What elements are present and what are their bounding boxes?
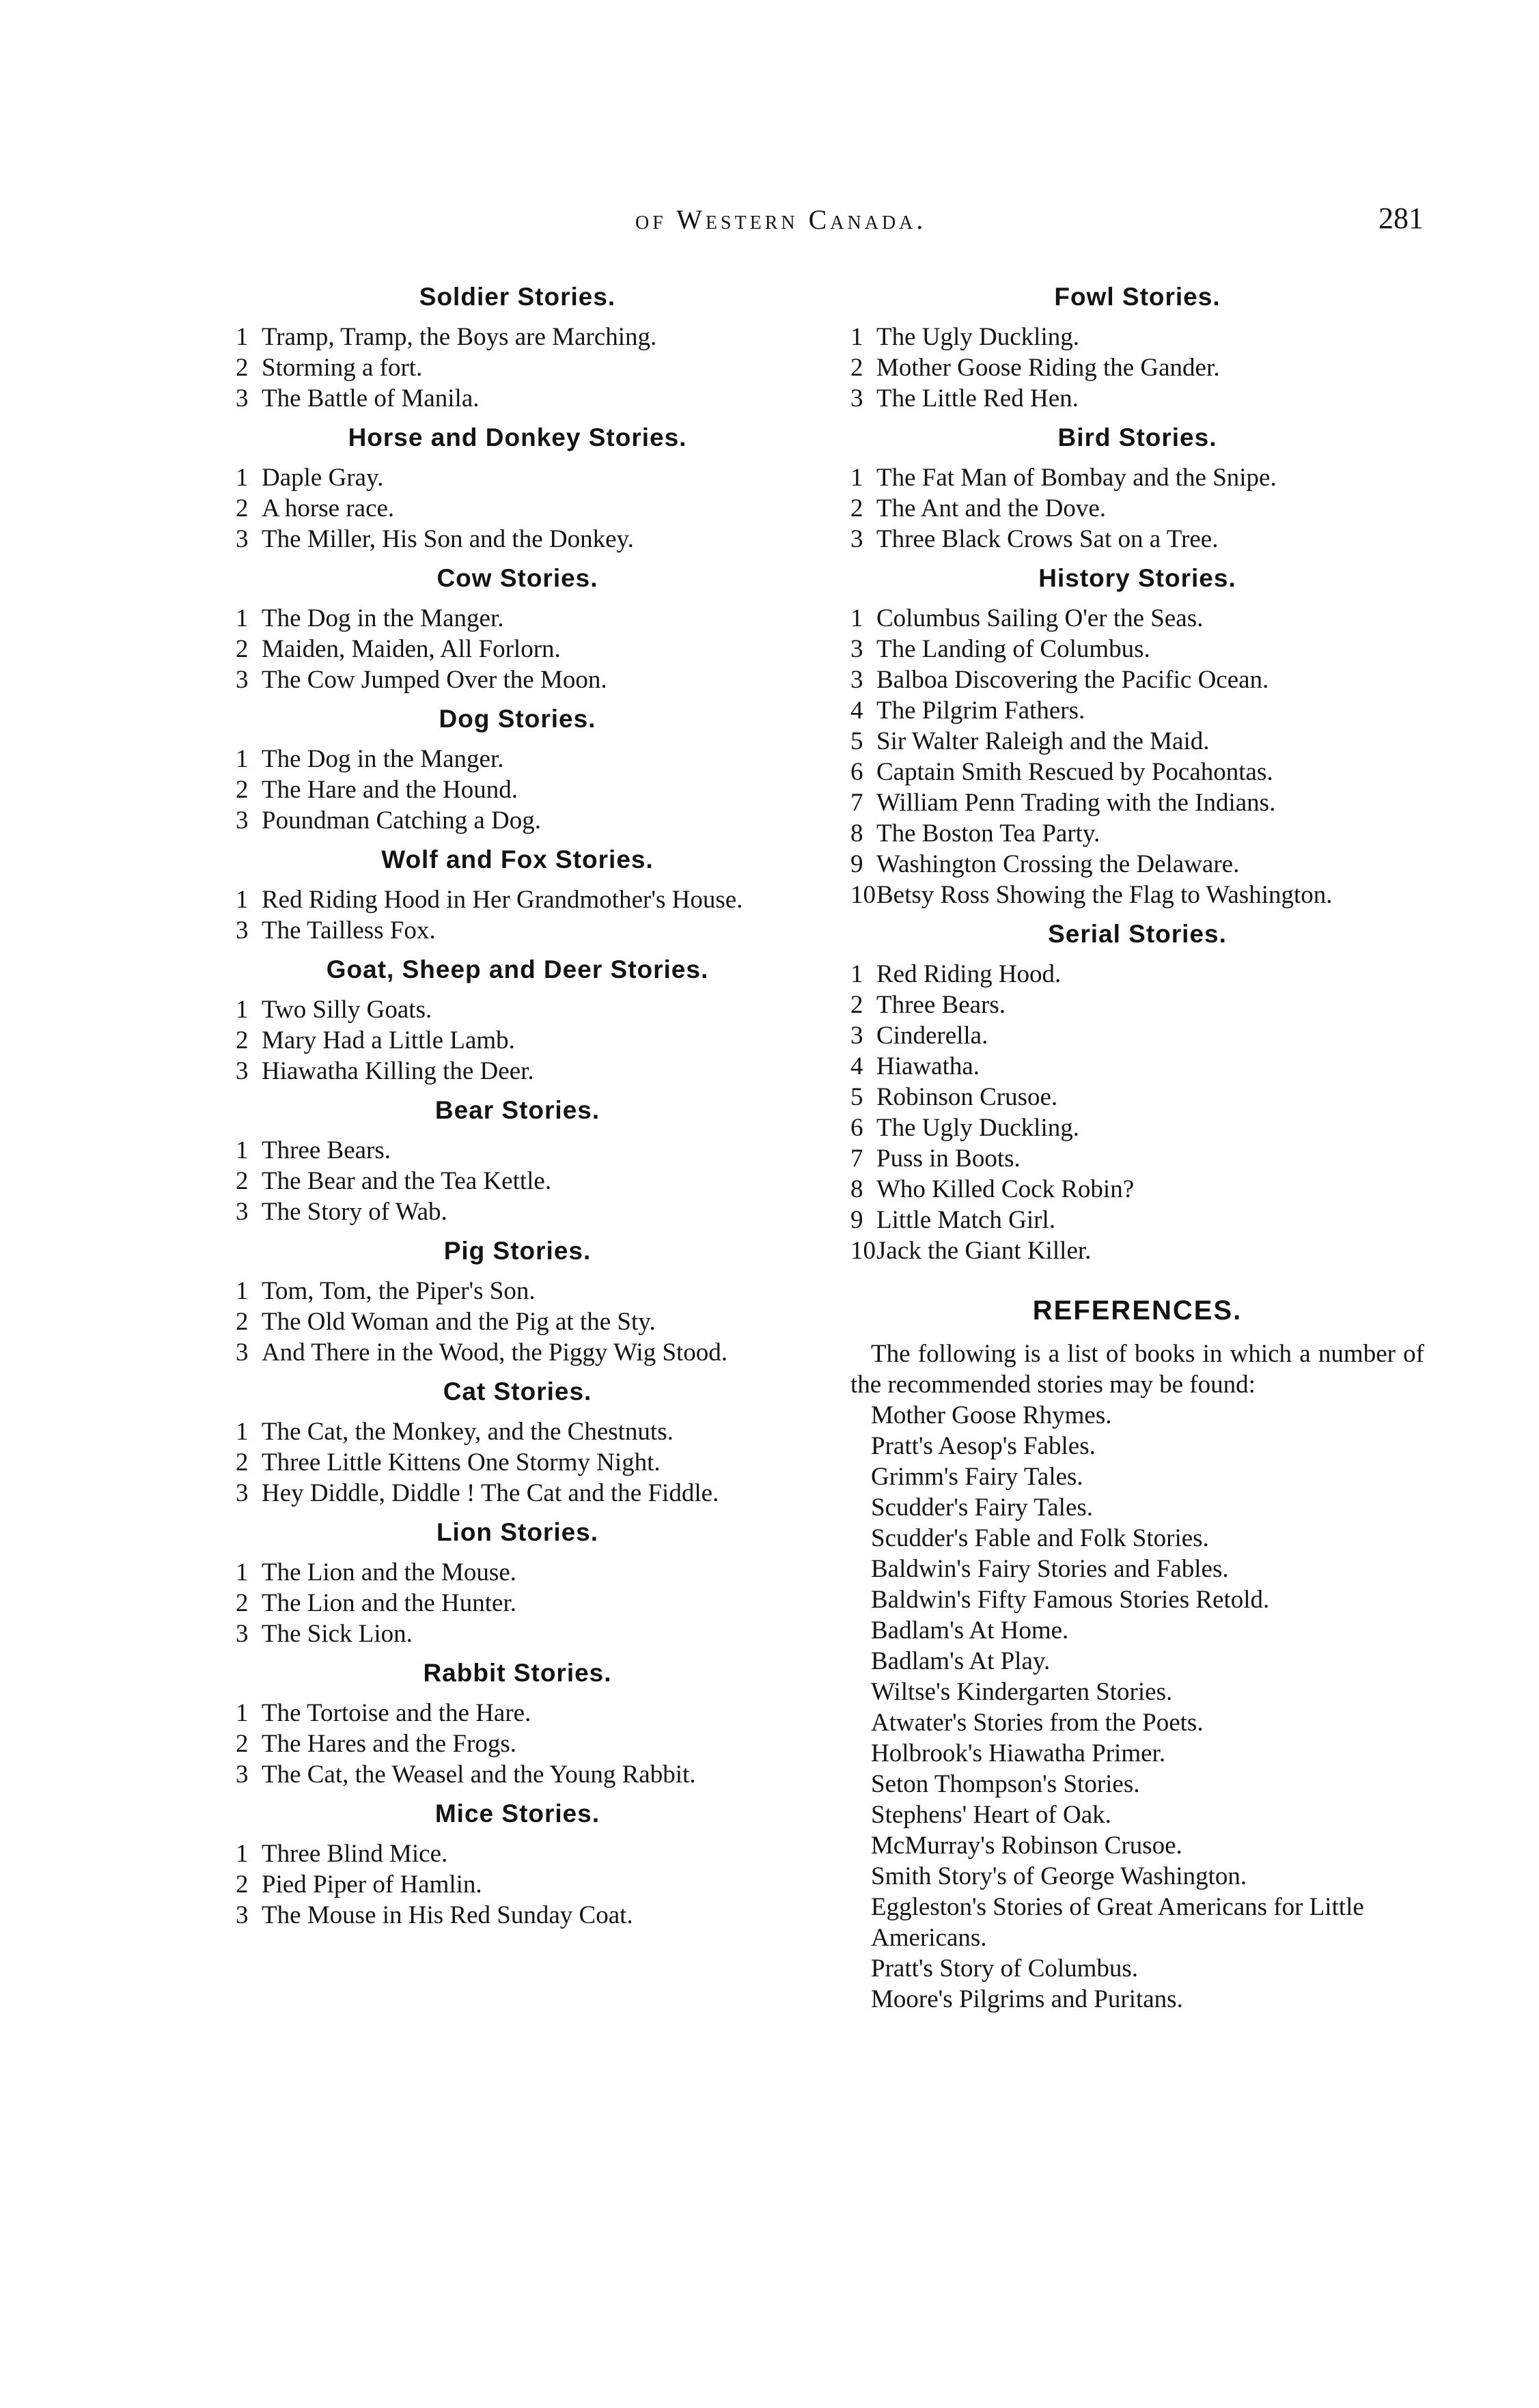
reference-book: Scudder's Fairy Tales.: [871, 1494, 1094, 1522]
references-heading: REFERENCES.: [1032, 1296, 1243, 1326]
story-item: [236, 603, 799, 634]
story-title: The Ugly Duckling.: [876, 323, 1079, 351]
section-wolf-and-fox-stories: [236, 843, 799, 946]
section-heading: Lion Stories.: [436, 1518, 599, 1546]
story-item: [236, 805, 799, 836]
reference-book: Grimm's Fairy Tales.: [871, 1463, 1083, 1491]
story-item: [236, 322, 799, 352]
story-number: 2: [236, 635, 249, 663]
story-title: Puss in Boots.: [876, 1145, 1021, 1173]
story-title: Three Bears.: [876, 991, 1006, 1019]
story-number: 3: [850, 525, 863, 553]
story-number: 2: [850, 354, 863, 382]
story-title: The Ant and the Dove.: [876, 494, 1106, 522]
story-title: Hiawatha.: [876, 1052, 980, 1080]
story-list: [236, 994, 799, 1087]
story-title: Jack the Giant Killer.: [876, 1237, 1092, 1265]
story-item: [850, 787, 1424, 818]
story-title: Robinson Crusoe.: [876, 1083, 1058, 1111]
story-title: A horse race.: [262, 494, 395, 522]
story-list: [236, 1557, 799, 1649]
story-item: [850, 726, 1424, 757]
story-title: The Fat Man of Bombay and the Snipe.: [876, 464, 1277, 492]
story-item: [236, 1588, 799, 1619]
story-number: 3: [236, 525, 249, 553]
story-number: 2: [236, 1871, 249, 1899]
story-title: The Lion and the Hunter.: [262, 1589, 516, 1617]
story-title: Balboa Discovering the Pacific Ocean.: [876, 666, 1269, 694]
story-item: [850, 462, 1424, 493]
story-item: [850, 990, 1424, 1020]
story-title: The Boston Tea Party.: [876, 820, 1100, 848]
story-title: Three Black Crows Sat on a Tree.: [876, 525, 1219, 553]
story-number: 3: [236, 666, 249, 694]
story-title: The Dog in the Manger.: [262, 745, 504, 773]
story-number: 1: [236, 1558, 249, 1586]
story-item: [236, 1306, 799, 1337]
story-number: 1: [236, 1277, 249, 1305]
story-item: [850, 1235, 1424, 1266]
story-number: 2: [236, 1448, 249, 1476]
story-title: Little Match Girl.: [876, 1206, 1056, 1234]
story-list: [850, 603, 1424, 910]
section-heading: Bear Stories.: [434, 1096, 600, 1124]
section-pig-stories: [236, 1235, 799, 1368]
story-title: Washington Crossing the Delaware.: [876, 850, 1240, 878]
section-fowl-stories: [850, 281, 1424, 414]
story-item: [236, 1337, 799, 1368]
story-title: The Miller, His Son and the Donkey.: [262, 525, 634, 553]
story-item: [850, 493, 1424, 524]
section-history-stories: [850, 562, 1424, 910]
running-head: of Western Canada.: [635, 204, 927, 235]
story-item: [236, 1276, 799, 1306]
story-number: 3: [850, 1022, 863, 1050]
story-number: 3: [236, 1479, 249, 1507]
story-number: 10: [850, 881, 876, 909]
story-title: Pied Piper of Hamlin.: [262, 1871, 482, 1899]
story-title: Red Riding Hood in Her Grandmother's House.: [262, 886, 743, 914]
story-number: 3: [850, 635, 863, 663]
section-serial-stories: [850, 918, 1424, 1266]
story-item: [236, 774, 799, 805]
story-list: [236, 462, 799, 555]
left-column: [236, 273, 799, 1931]
story-item: [236, 1025, 799, 1056]
story-item: [236, 524, 799, 555]
section-heading: Serial Stories.: [1048, 920, 1227, 948]
story-list: [236, 603, 799, 695]
story-title: The Landing of Columbus.: [876, 635, 1150, 663]
story-title: The Cat, the Weasel and the Young Rabbit.: [262, 1761, 696, 1789]
story-number: 2: [236, 354, 249, 382]
story-number: 2: [236, 1026, 249, 1054]
story-number: 3: [850, 666, 863, 694]
story-title: William Penn Trading with the Indians.: [876, 789, 1276, 817]
story-item: [850, 664, 1424, 695]
story-item: [850, 634, 1424, 664]
section-heading: Cow Stories.: [436, 564, 598, 592]
references-intro: The following is a list of books in which a number of the recommended stories may be found:: [850, 1340, 1424, 1399]
story-number: 3: [236, 1761, 249, 1789]
story-list: [236, 322, 799, 414]
story-number: 7: [850, 789, 863, 817]
reference-book: Stephens' Heart of Oak.: [871, 1801, 1111, 1829]
story-title: Three Little Kittens One Stormy Night.: [262, 1448, 661, 1476]
story-title: The Battle of Manila.: [262, 384, 480, 412]
story-item: [850, 1112, 1424, 1143]
story-title: The Mouse in His Red Sunday Coat.: [262, 1901, 633, 1929]
story-item: [236, 664, 799, 695]
story-item: [236, 1619, 799, 1649]
story-item: [236, 1838, 799, 1869]
section-cow-stories: [236, 562, 799, 695]
section-goat-sheep-and-deer-stories: [236, 953, 799, 1087]
reference-book: Eggleston's Stories of Great Americans for Little Americans.: [871, 1893, 1364, 1952]
story-list: [236, 1838, 799, 1931]
story-number: 2: [236, 1589, 249, 1617]
story-number: 3: [236, 1339, 249, 1367]
section-heading: Dog Stories.: [439, 705, 596, 733]
story-number: 3: [236, 807, 249, 835]
story-title: The Dog in the Manger.: [262, 604, 504, 632]
story-item: [850, 880, 1424, 910]
story-number: 1: [850, 604, 863, 632]
story-title: Columbus Sailing O'er the Seas.: [876, 604, 1204, 632]
section-mice-stories: [236, 1797, 799, 1931]
story-title: Storming a fort.: [262, 354, 423, 382]
story-number: 1: [850, 464, 863, 492]
story-title: Betsy Ross Showing the Flag to Washington.: [876, 881, 1333, 909]
section-soldier-stories: [236, 281, 799, 414]
story-title: The Tailless Fox.: [262, 916, 436, 944]
story-item: [236, 1056, 799, 1087]
story-title: The Cow Jumped Over the Moon.: [262, 666, 607, 694]
reference-book: Badlam's At Play.: [871, 1647, 1051, 1675]
story-number: 1: [236, 1699, 249, 1727]
story-number: 2: [236, 1308, 249, 1336]
story-title: The Bear and the Tea Kettle.: [262, 1167, 552, 1195]
reference-book: Pratt's Aesop's Fables.: [871, 1432, 1096, 1460]
reference-book: Badlam's At Home.: [871, 1616, 1069, 1644]
story-number: 3: [236, 384, 249, 412]
story-item: [236, 493, 799, 524]
story-number: 6: [850, 1114, 863, 1142]
story-title: And There in the Wood, the Piggy Wig Stood.: [262, 1339, 728, 1367]
story-number: 3: [236, 1620, 249, 1648]
story-number: 1: [236, 1840, 249, 1868]
story-number: 3: [236, 1901, 249, 1929]
story-item: [850, 603, 1424, 634]
section-heading: Cat Stories.: [443, 1377, 592, 1405]
section-heading: History Stories.: [1038, 564, 1236, 592]
story-title: Daple Gray.: [262, 464, 384, 492]
reference-book: Wiltse's Kindergarten Stories.: [871, 1678, 1173, 1706]
story-item: [850, 1082, 1424, 1112]
section-heading: Wolf and Fox Stories.: [381, 845, 654, 873]
story-number: 4: [850, 697, 863, 725]
story-number: 8: [850, 1175, 863, 1203]
story-list: [236, 1135, 799, 1227]
story-title: Hiawatha Killing the Deer.: [262, 1057, 534, 1085]
story-title: Maiden, Maiden, All Forlorn.: [262, 635, 561, 663]
section-heading: Mice Stories.: [434, 1800, 600, 1828]
story-number: 1: [236, 1418, 249, 1446]
right-column: [850, 273, 1424, 2015]
story-title: Three Bears.: [262, 1136, 391, 1164]
story-number: 1: [850, 323, 863, 351]
story-list: [236, 884, 799, 946]
section-heading: Pig Stories.: [443, 1237, 592, 1265]
story-item: [236, 352, 799, 383]
story-number: 3: [236, 916, 249, 944]
reference-book: Atwater's Stories from the Poets.: [871, 1709, 1204, 1737]
story-title: The Ugly Duckling.: [876, 1114, 1079, 1142]
story-title: Cinderella.: [876, 1022, 988, 1050]
story-item: [236, 1869, 799, 1900]
story-title: The Hares and the Frogs.: [262, 1730, 516, 1758]
story-item: [850, 1051, 1424, 1082]
right-story-sections: [850, 281, 1424, 1266]
story-list: [850, 462, 1424, 555]
story-item: [236, 744, 799, 774]
story-list: [236, 744, 799, 836]
story-item: [236, 462, 799, 493]
story-title: The Lion and the Mouse.: [262, 1558, 516, 1586]
reference-book: Mother Goose Rhymes.: [871, 1401, 1112, 1429]
story-title: The Hare and the Hound.: [262, 776, 518, 804]
section-horse-and-donkey-stories: [236, 421, 799, 555]
story-item: [236, 1759, 799, 1790]
story-number: 9: [850, 850, 863, 878]
story-item: [850, 757, 1424, 787]
story-title: Sir Walter Raleigh and the Maid.: [876, 727, 1210, 755]
story-number: 3: [850, 384, 863, 412]
story-number: 4: [850, 1052, 863, 1080]
story-title: Two Silly Goats.: [262, 996, 432, 1024]
story-list: [236, 1276, 799, 1368]
story-title: Who Killed Cock Robin?: [876, 1175, 1135, 1203]
story-item: [850, 818, 1424, 849]
reference-book: Holbrook's Hiawatha Primer.: [871, 1739, 1166, 1767]
story-item: [850, 524, 1424, 555]
reference-list: [850, 1400, 1424, 2015]
story-number: 2: [236, 1167, 249, 1195]
section-heading: Goat, Sheep and Deer Stories.: [326, 955, 709, 983]
story-number: 1: [236, 996, 249, 1024]
story-item: [236, 383, 799, 414]
reference-book: Seton Thompson's Stories.: [871, 1770, 1140, 1798]
story-title: Red Riding Hood.: [876, 960, 1062, 988]
story-item: [236, 1698, 799, 1728]
story-title: The Little Red Hen.: [876, 384, 1079, 412]
story-number: 2: [850, 991, 863, 1019]
story-number: 2: [236, 494, 249, 522]
story-item: [236, 1478, 799, 1509]
story-title: Hey Diddle, Diddle ! The Cat and the Fiddle.: [262, 1479, 719, 1507]
reference-book: Baldwin's Fifty Famous Stories Retold.: [871, 1586, 1270, 1614]
story-number: 3: [236, 1057, 249, 1085]
story-number: 5: [850, 727, 863, 755]
story-title: Tom, Tom, the Piper's Son.: [262, 1277, 536, 1305]
section-heading: Rabbit Stories.: [423, 1659, 612, 1687]
story-number: 7: [850, 1145, 863, 1173]
story-number: 5: [850, 1083, 863, 1111]
story-list: [236, 1698, 799, 1790]
story-title: Captain Smith Rescued by Pocahontas.: [876, 758, 1273, 786]
story-item: [236, 1166, 799, 1196]
story-title: Mary Had a Little Lamb.: [262, 1026, 515, 1054]
story-number: 1: [850, 960, 863, 988]
story-title: The Cat, the Monkey, and the Chestnuts.: [262, 1418, 674, 1446]
story-item: [236, 1416, 799, 1447]
story-list: [236, 1416, 799, 1509]
story-item: [236, 915, 799, 946]
story-number: 9: [850, 1206, 863, 1234]
story-item: [236, 634, 799, 664]
section-heading: Horse and Donkey Stories.: [348, 423, 687, 451]
story-item: [850, 849, 1424, 880]
story-title: The Old Woman and the Pig at the Sty.: [262, 1308, 656, 1336]
story-item: [850, 352, 1424, 383]
reference-book: Moore's Pilgrims and Puritans.: [871, 1985, 1183, 2013]
reference-book: Smith Story's of George Washington.: [871, 1862, 1247, 1890]
story-title: Mother Goose Riding the Gander.: [876, 354, 1220, 382]
section-lion-stories: [236, 1516, 799, 1649]
section-heading: Soldier Stories.: [419, 283, 616, 311]
story-list: [850, 322, 1424, 414]
story-item: [850, 1205, 1424, 1235]
section-bird-stories: [850, 421, 1424, 555]
story-title: The Pilgrim Fathers.: [876, 697, 1085, 725]
page-number: 281: [1378, 201, 1424, 235]
story-item: [236, 1900, 799, 1931]
story-item: [850, 1020, 1424, 1051]
story-title: The Story of Wab.: [262, 1198, 447, 1226]
story-item: [236, 1447, 799, 1478]
story-item: [850, 959, 1424, 990]
reference-book: Scudder's Fable and Folk Stories.: [871, 1524, 1209, 1552]
story-item: [850, 1174, 1424, 1205]
section-dog-stories: [236, 703, 799, 836]
story-title: Three Blind Mice.: [262, 1840, 448, 1868]
story-number: 1: [236, 1136, 249, 1164]
story-number: 1: [236, 886, 249, 914]
story-title: Tramp, Tramp, the Boys are Marching.: [262, 323, 657, 351]
story-item: [236, 1728, 799, 1759]
story-item: [236, 884, 799, 915]
story-title: Poundman Catching a Dog.: [262, 807, 542, 835]
reference-book: Pratt's Story of Columbus.: [871, 1955, 1139, 1983]
section-heading: Bird Stories.: [1057, 423, 1217, 451]
story-item: [850, 695, 1424, 726]
story-item: [850, 383, 1424, 414]
section-cat-stories: [236, 1375, 799, 1509]
story-number: 1: [236, 464, 249, 492]
story-number: 1: [236, 745, 249, 773]
story-title: The Sick Lion.: [262, 1620, 413, 1648]
reference-book: Baldwin's Fairy Stories and Fables.: [871, 1555, 1229, 1583]
section-rabbit-stories: [236, 1657, 799, 1790]
reference-book: McMurray's Robinson Crusoe.: [871, 1832, 1182, 1860]
section-heading: Fowl Stories.: [1054, 283, 1221, 311]
story-number: 2: [236, 1730, 249, 1758]
story-number: 2: [850, 494, 863, 522]
story-item: [850, 1143, 1424, 1174]
story-number: 1: [236, 604, 249, 632]
story-number: 8: [850, 820, 863, 848]
story-item: [236, 1196, 799, 1227]
story-item: [850, 322, 1424, 352]
story-number: 2: [236, 776, 249, 804]
story-number: 1: [236, 323, 249, 351]
story-number: 3: [236, 1198, 249, 1226]
story-title: The Tortoise and the Hare.: [262, 1699, 531, 1727]
section-bear-stories: [236, 1094, 799, 1227]
story-item: [236, 1557, 799, 1588]
story-number: 10: [850, 1237, 876, 1265]
story-list: [850, 959, 1424, 1266]
story-number: 6: [850, 758, 863, 786]
story-item: [236, 1135, 799, 1166]
story-item: [236, 994, 799, 1025]
